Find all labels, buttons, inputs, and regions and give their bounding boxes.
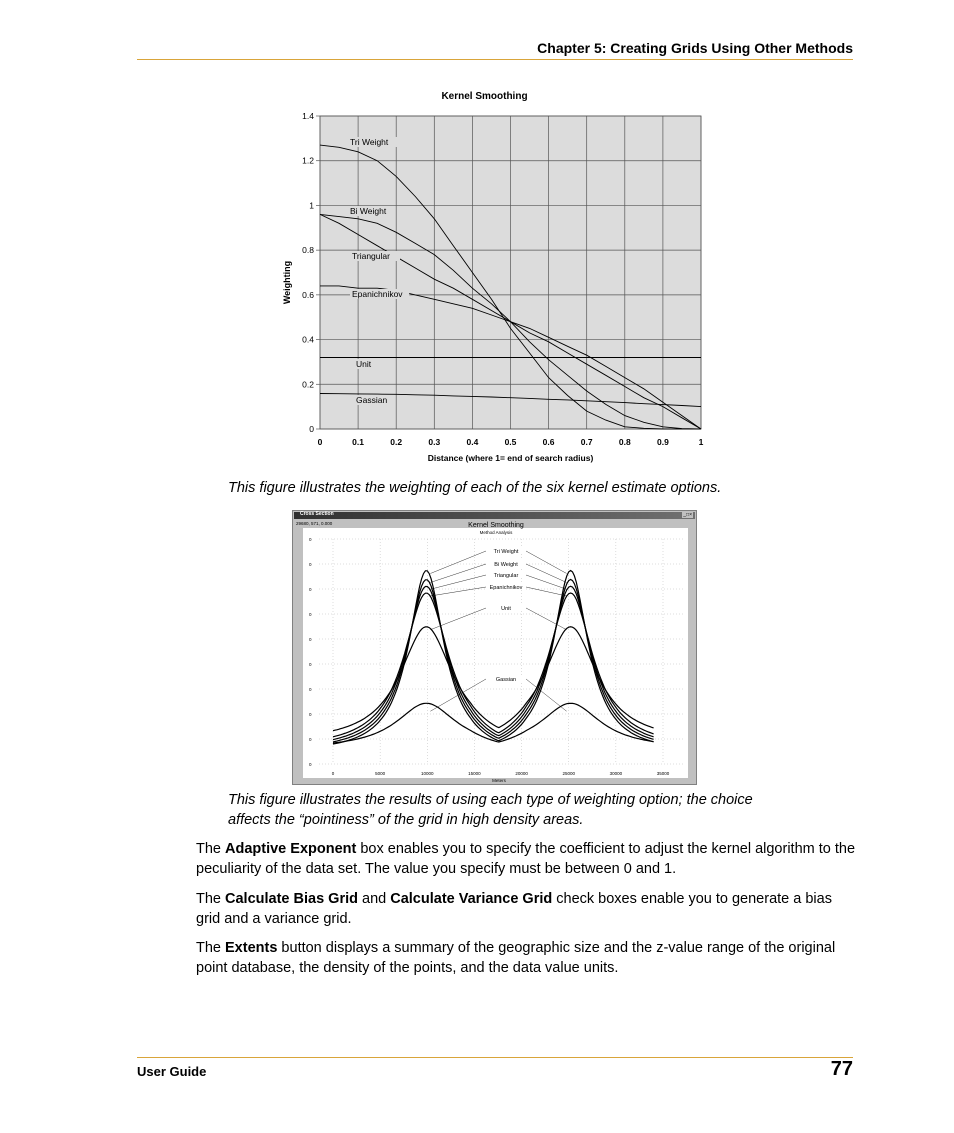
x-tick-label: 20000 xyxy=(515,771,528,776)
x-axis-label: Distance (where 1= end of search radius) xyxy=(427,453,594,463)
p2-term1: Calculate Bias Grid xyxy=(225,891,358,907)
x-tick-label: 0.1 xyxy=(352,437,365,447)
p3-term: Extents xyxy=(225,940,278,956)
p1-pre: The xyxy=(196,841,226,857)
paragraph-extents xyxy=(196,938,856,978)
footer-label: User Guide xyxy=(137,1064,207,1079)
series-label-2: Triangular xyxy=(352,251,390,261)
x-tick-label: 5000 xyxy=(375,771,386,776)
coordinate-readout: 29680, 571, 0.000 xyxy=(296,521,333,526)
series-label-1: Bi Weight xyxy=(494,562,518,568)
p1-rest: box enables you to specify the coefficient to adjust the kernel algorithm to the peculiarity of the data set. The value you specify must be between 0 and 1. xyxy=(196,841,856,877)
p2-pre: The xyxy=(196,891,226,907)
p1-term: Adaptive Exponent xyxy=(225,841,357,857)
kernel-smoothing-chart xyxy=(270,82,720,472)
y-tick-label: 1.4 xyxy=(302,111,314,121)
p3-rest: button displays a summary of the geographic size and the z-value range of the original point database, the density of the points, and the data value units. xyxy=(196,940,836,976)
y-tick-label: 0 xyxy=(309,662,312,667)
x-tick-label: 0.2 xyxy=(390,437,403,447)
p2-mid: and xyxy=(357,891,391,907)
y-axis-label: Weighting xyxy=(282,260,292,305)
p2-rest: check boxes enable you to generate a bias grid and a variance grid. xyxy=(196,891,832,927)
x-tick-label: 0.8 xyxy=(618,437,631,447)
x-tick-label: 0.4 xyxy=(466,437,479,447)
series-label-0: Tri Weight xyxy=(493,549,519,555)
x-tick-label: 0.7 xyxy=(580,437,593,447)
series-label-5: Gassian xyxy=(495,677,517,683)
paragraph-adaptive-exponent xyxy=(196,839,856,879)
chapter-header: Chapter 5: Creating Grids Using Other Methods xyxy=(537,40,853,56)
y-tick-label: 0 xyxy=(309,537,312,542)
figure2-caption: This figure illustrates the results of using each type of weighting option; the choice affects the “pointiness” of the grid in high density areas. xyxy=(228,792,753,828)
series-label-4: Unit xyxy=(501,606,511,612)
x-tick-label: 30000 xyxy=(609,771,623,776)
y-tick-label: 0 xyxy=(309,562,312,567)
y-tick-label: 0.4 xyxy=(302,334,314,345)
x-tick-label: 25000 xyxy=(562,771,575,776)
x-tick-label: 0 xyxy=(331,771,335,776)
footer-rule xyxy=(137,1057,853,1058)
figure1-caption: This figure illustrates the weighting of each of the six kernel estimate options. xyxy=(228,480,722,496)
series-label-5: Gassian xyxy=(356,395,388,405)
y-tick-label: 1 xyxy=(309,200,314,211)
x-axis-label: Meters xyxy=(492,778,506,783)
y-tick-label: 0 xyxy=(309,687,312,692)
y-tick-label: 0 xyxy=(309,424,314,434)
y-tick-label: 0 xyxy=(309,637,312,642)
chart-subtitle: Method Analysis xyxy=(479,530,513,535)
series-label-1: Bi Weight xyxy=(350,206,387,216)
y-tick-label: 0 xyxy=(309,762,312,767)
series-label-3: Epanichnikov xyxy=(489,585,523,591)
x-tick-label: 0.5 xyxy=(504,437,517,447)
series-label-4: Unit xyxy=(356,359,372,369)
chart-title: Kernel Smoothing xyxy=(468,522,524,529)
p2-term2: Calculate Variance Grid xyxy=(390,891,553,907)
series-label-3: Epanichnikov xyxy=(352,289,403,299)
y-tick-label: 0.2 xyxy=(302,379,314,390)
y-tick-label: 0 xyxy=(309,612,312,617)
chart-title: Kernel Smoothing xyxy=(441,91,528,102)
p3-pre: The xyxy=(196,940,226,956)
header-rule xyxy=(137,59,853,60)
x-tick-label: 10000 xyxy=(421,771,434,776)
x-tick-label: 0.3 xyxy=(428,437,441,447)
series-label-2: Triangular xyxy=(493,573,519,579)
y-tick-label: 0 xyxy=(309,737,312,742)
y-tick-label: 0 xyxy=(309,712,312,717)
y-tick-label: 0.6 xyxy=(302,289,314,300)
paragraph-bias-variance xyxy=(196,889,856,929)
y-tick-label: 0 xyxy=(309,587,312,592)
x-tick-label: 0.6 xyxy=(542,437,555,447)
x-tick-label: 0 xyxy=(317,437,323,447)
y-tick-label: 1.2 xyxy=(302,155,314,166)
x-tick-label: 35000 xyxy=(656,771,670,776)
x-tick-label: 0.9 xyxy=(656,437,669,447)
x-tick-label: 1 xyxy=(698,437,704,447)
page-number: 77 xyxy=(830,1058,853,1080)
y-tick-label: 0.8 xyxy=(302,245,314,256)
window-controls[interactable]: _□× xyxy=(683,512,692,518)
x-tick-label: 15000 xyxy=(468,771,481,776)
window-title: Cross Section xyxy=(300,511,334,517)
cross-section-window xyxy=(292,510,697,785)
series-label-0: Tri Weight xyxy=(350,137,389,147)
window-titlebar[interactable] xyxy=(294,512,695,519)
cross-section-chart xyxy=(293,511,698,786)
